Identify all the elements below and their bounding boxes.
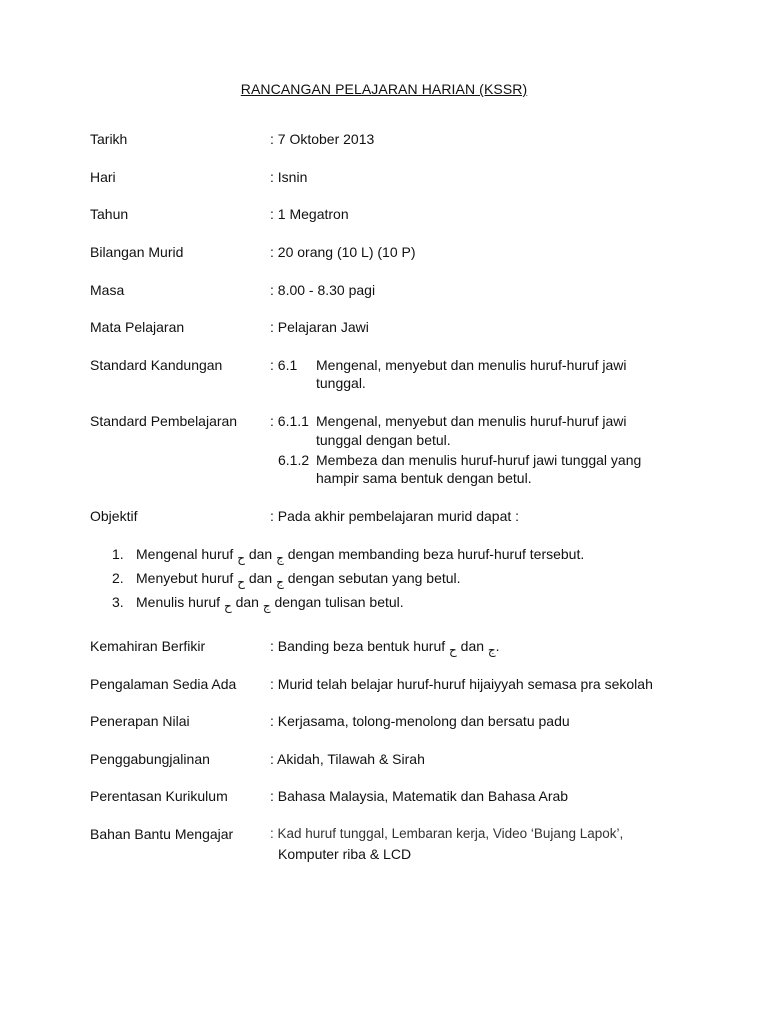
bahan-bantu-mengajar-label: Bahan Bantu Mengajar: [90, 826, 234, 842]
tarikh-label: Tarikh: [90, 131, 128, 147]
jawi-char-jim: ج: [276, 575, 284, 589]
objective-3-post: dengan tulisan betul.: [274, 594, 404, 610]
mata-pelajaran-label: Mata Pelajaran: [90, 319, 185, 335]
standard-kandungan-label: Standard Kandungan: [90, 357, 223, 373]
tahun-value: : 1 Megatron: [270, 206, 349, 222]
standard-pembelajaran-1-line1: Mengenal, menyebut dan menulis huruf-huruf jawi: [316, 413, 627, 429]
masa-value: : 8.00 - 8.30 pagi: [270, 282, 376, 298]
jawi-char-jim: ج: [262, 599, 271, 613]
objective-1-post: dengan membanding beza huruf-huruf tersebut.: [287, 546, 585, 562]
standard-kandungan-line2: tunggal.: [316, 375, 366, 391]
perentasan-kurikulum-label: Perentasan Kurikulum: [90, 788, 228, 804]
tahun-label: Tahun: [90, 206, 129, 222]
masa-label: Masa: [90, 282, 125, 298]
standard-pembelajaran-code-1: : 6.1.1: [270, 413, 309, 429]
objective-1-pre: Mengenal huruf: [136, 546, 234, 562]
pengalaman-sedia-ada-value: : Murid telah belajar huruf-huruf hijaiyyah semasa pra sekolah: [270, 676, 653, 692]
kemahiran-berfikir-end: .: [495, 638, 500, 654]
tarikh-value: : 7 Oktober 2013: [270, 131, 375, 147]
jawi-char-jim: ج: [487, 643, 496, 657]
objective-3-mid: dan: [235, 594, 259, 610]
jawi-char-jim: ج: [276, 551, 284, 565]
objective-item-3: [136, 594, 404, 613]
objective-2-mid: dan: [248, 570, 273, 586]
penggabungjalinan-label: Penggabungjalinan: [90, 751, 210, 767]
penerapan-nilai-value: : Kerjasama, tolong-menolong dan bersatu padu: [270, 713, 570, 729]
kemahiran-berfikir-mid: dan: [460, 638, 485, 654]
objective-2-pre: Menyebut huruf: [136, 570, 234, 586]
penerapan-nilai-label: Penerapan Nilai: [90, 713, 190, 729]
jawi-char-ha: ح: [237, 575, 245, 589]
standard-pembelajaran-2-line2: hampir sama bentuk dengan betul.: [316, 470, 532, 486]
bilangan-murid-label: Bilangan Murid: [90, 244, 184, 260]
standard-pembelajaran-1-line2: tunggal dengan betul.: [316, 432, 451, 448]
objektif-label: Objektif: [90, 508, 138, 524]
perentasan-kurikulum-value: : Bahasa Malaysia, Matematik dan Bahasa Arab: [270, 788, 569, 804]
bahan-bantu-mengajar-line1: : Kad huruf tunggal, Lembaran kerja, Video ‘Bujang Lapok’,: [270, 826, 624, 841]
standard-kandungan-code: : 6.1: [270, 357, 298, 373]
bilangan-murid-value: : 20 orang (10 L) (10 P): [270, 244, 416, 260]
pengalaman-sedia-ada-label: Pengalaman Sedia Ada: [90, 676, 237, 692]
bahan-bantu-mengajar-line2: Komputer riba & LCD: [278, 846, 412, 862]
jawi-char-ha: ح: [237, 551, 245, 565]
penggabungjalinan-value: : Akidah, Tilawah & Sirah: [270, 751, 425, 767]
standard-kandungan-line1: Mengenal, menyebut dan menulis huruf-huruf jawi: [316, 357, 627, 373]
jawi-char-ha: ح: [449, 643, 457, 657]
objective-1-mid: dan: [248, 546, 273, 562]
objective-number: 1.: [112, 546, 124, 562]
kemahiran-berfikir-label: Kemahiran Berfikir: [90, 638, 206, 654]
objective-3-pre: Menulis huruf: [136, 594, 221, 610]
jawi-char-ha: ح: [223, 599, 232, 613]
objective-2-post: dengan sebutan yang betul.: [287, 570, 461, 586]
objective-item-2: [136, 570, 461, 589]
hari-value: : Isnin: [270, 169, 308, 185]
standard-pembelajaran-label: Standard Pembelajaran: [90, 413, 238, 429]
kemahiran-berfikir-text: : Banding beza bentuk huruf: [270, 638, 446, 654]
objective-item-1: [136, 546, 585, 565]
kemahiran-berfikir-value: [270, 638, 500, 657]
standard-pembelajaran-2-line1: Membeza dan menulis huruf-huruf jawi tunggal yang: [316, 452, 642, 468]
objektif-value: : Pada akhir pembelajaran murid dapat :: [270, 508, 520, 524]
mata-pelajaran-value: : Pelajaran Jawi: [270, 319, 369, 335]
standard-pembelajaran-code-2: 6.1.2: [278, 452, 310, 468]
objective-number: 2.: [112, 570, 124, 586]
document-title: RANCANGAN PELAJARAN HARIAN (KSSR): [240, 81, 528, 97]
hari-label: Hari: [90, 169, 116, 185]
objective-number: 3.: [112, 594, 124, 610]
